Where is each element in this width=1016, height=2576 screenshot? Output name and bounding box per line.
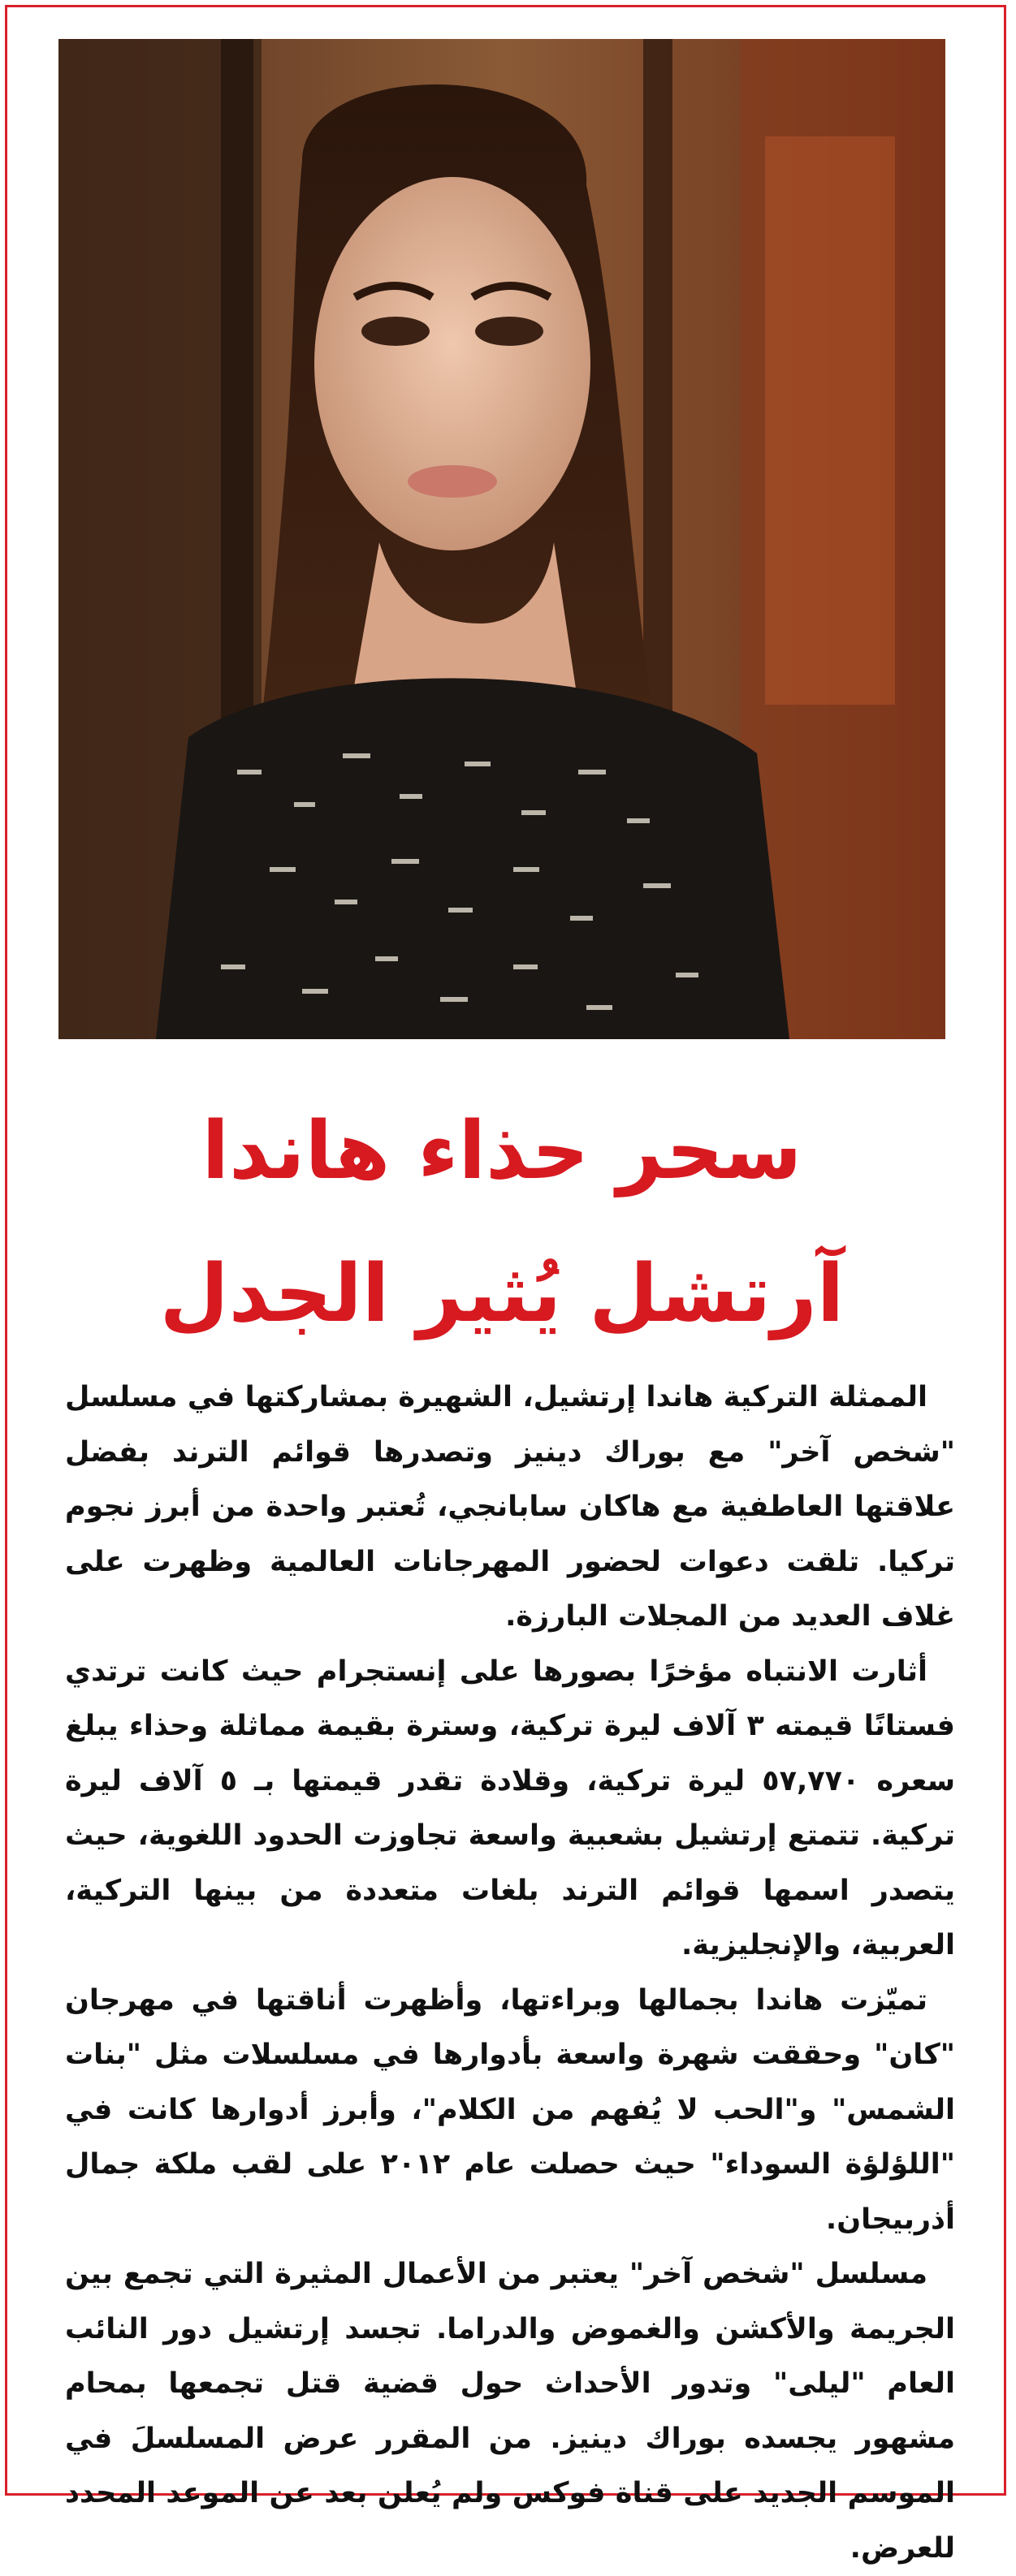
article-paragraph-4: مسلسل "شخص آخر" يعتبر من الأعمال المثيرة التي تجمع بين الجريمة والأكشن والغموض والدراما. تجسد إرتشيل دور النائب العام "ليلى" وتدور الأحداث حول قضية قتل تجمعها بمحام مشهور يجسده بوراك دينيز. من المقرر عرض المسلسلَ في الموسم الجديد على قناة فوكس ولم يُعلن بعد عن الموعد المحدد للعرض. bbox=[65, 2258, 955, 2565]
article-paragraph-1: الممثلة التركية هاندا إرتشيل، الشهيرة بمشاركتها في مسلسل "شخص آخر" مع بوراك دينيز وتصدرها قوائم الترند بفضل علاقتها العاطفية مع هاكان سابانجي، تُعتبر واحدة من أبرز نجوم تركيا. تلقت دعوات لحضور المهرجانات العالمية وظهرت على غلاف العديد من المجلات البارزة. bbox=[65, 1381, 955, 1633]
headline-line-1: سحر حذاء هاندا bbox=[201, 1105, 802, 1197]
article-paragraph-2: أثارت الانتباه مؤخرًا بصورها على إنستجرام حيث كانت ترتدي فستانًا قيمته ٣ آلاف ليرة تركية، وسترة بقيمة مماثلة وحذاء يبلغ سعره ٥٧,٧٧٠ ليرة تركية، وقلادة تقدر قيمتها بـ ٥ آلاف ليرة تركية. تتمتع إرتشيل بشعبية واسعة تجاوزت الحدود اللغوية، حيث يتصدر اسمها قوائم الترند بلغات متعددة من بينها التركية، العربية، والإنجليزية. bbox=[65, 1655, 956, 1961]
article-paragraph-3: تميّزت هاندا بجمالها وبراءتها، وأظهرت أناقتها في مهرجان "كان" وحققت شهرة واسعة بأدوارها في مسلسلات مثل "بنات الشمس" و"الحب لا يُفهم من الكلام"، وأبرز أدوارها كانت في "اللؤلؤة السوداء" حيث حصلت عام ٢٠١٢ على لقب ملكة جمال أذربيجان. bbox=[65, 1983, 955, 2236]
portrait-photo-icon bbox=[58, 39, 945, 1039]
article-body bbox=[65, 1370, 955, 2576]
headline bbox=[49, 1080, 955, 1366]
headline-line-2: آرتشل يُثير الجدل bbox=[159, 1248, 845, 1340]
